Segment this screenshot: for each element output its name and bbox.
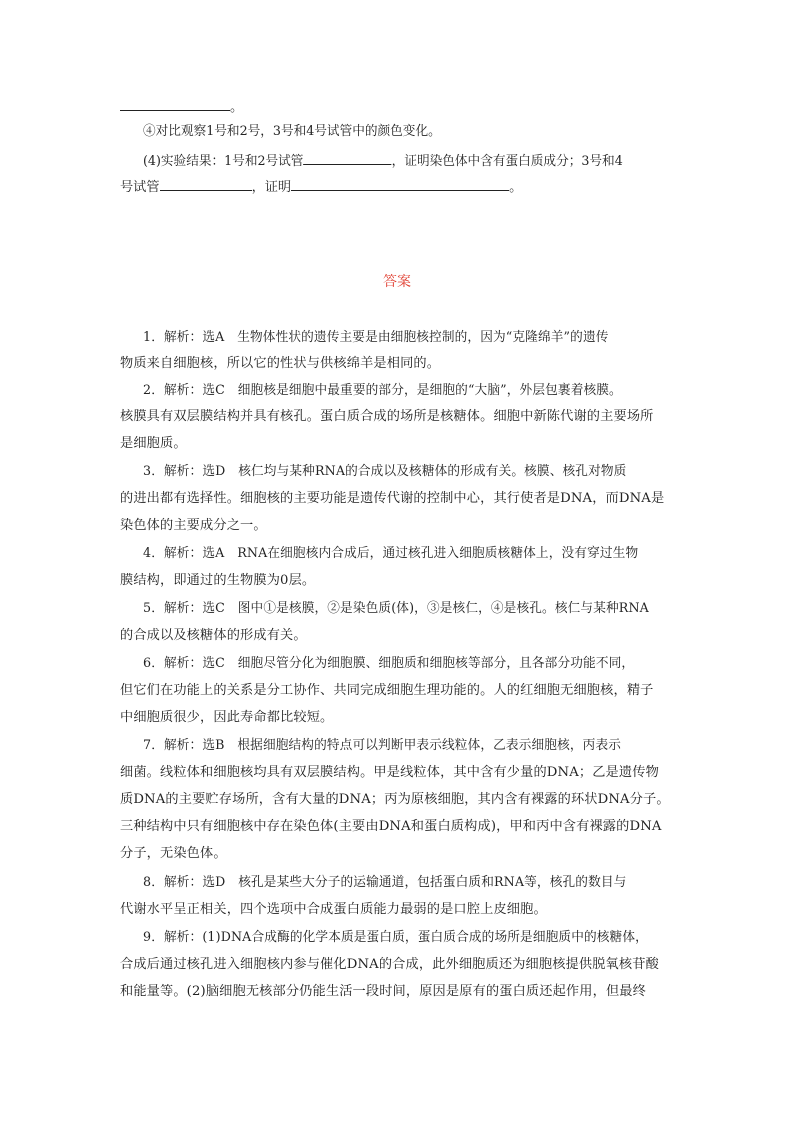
result-text-b: ，证明染色体中含有蛋白质成分；3号和4 — [391, 154, 623, 169]
answer-3-line-3: 染色体的主要成分之一。 — [120, 518, 267, 533]
answer-blank-line — [120, 96, 680, 118]
answer-1-line-2: 物质来自细胞核，所以它的性状与供核绵羊是相同的。 — [120, 356, 441, 371]
answer-3-line-1: 3．解析：选D 核仁均与某种RNA的合成以及核糖体的形成有关。核膜、核孔对物质 — [143, 464, 627, 479]
answer-8-line-1: 8．解析：选D 核孔是某些大分子的运输通道，包括蛋白质和RNA等，核孔的数目与 — [143, 875, 627, 890]
answer-7-line-3: 质DNA的主要贮存场所，含有大量的DNA；丙为原核细胞，其内含有裸露的环状DNA分子。 — [120, 792, 670, 807]
answer-7-line-1: 7．解析：选B 根据细胞结构的特点可以判断甲表示线粒体，乙表示细胞核，丙表示 — [143, 738, 622, 753]
answer-6-line-2: 但它们在功能上的关系是分工协作、共同完成细胞生理功能的。人的红细胞无细胞核，精子 — [120, 683, 654, 698]
answer-7-line-5: 分子，无染色体。 — [120, 846, 227, 861]
answer-5-line-1: 5．解析：选C 图中①是核膜，②是染色质(体)，③是核仁，④是核孔。核仁与某种RNA — [143, 601, 649, 616]
answer-4-line-1: 4．解析：选A RNA在细胞核内合成后，通过核孔进入细胞质核糖体上，没有穿过生物 — [143, 546, 639, 561]
answer-7-line-2: 细菌。线粒体和细胞核均具有双层膜结构。甲是线粒体，其中含有少量的DNA；乙是遗传物 — [120, 765, 659, 780]
fill-blank — [160, 176, 252, 191]
period: 。 — [230, 100, 244, 115]
fill-blank — [120, 96, 230, 111]
step-4-text: ④对比观察1号和2号，3号和4号试管中的颜色变化。 — [143, 124, 441, 139]
result-line-2 — [120, 176, 680, 198]
answer-9-line-1: 9．解析：(1)DNA合成酶的化学本质是蛋白质，蛋白质合成的场所是细胞质中的核糖体， — [143, 930, 648, 945]
answer-1-line-1: 1．解析：选A 生物体性状的遗传主要是由细胞核控制的，因为“克隆绵羊”的遗传 — [143, 330, 609, 345]
answer-2-line-1: 2．解析：选C 细胞核是细胞中最重要的部分，是细胞的“大脑”，外层包裹着核膜。 — [143, 383, 622, 398]
answer-5-line-2: 的合成以及核糖体的形成有关。 — [120, 628, 307, 643]
answer-6-line-3: 中细胞质很少，因此寿命都比较短。 — [120, 710, 334, 725]
answer-6-line-1: 6．解析：选C 细胞尽管分化为细胞膜、细胞质和细胞核等部分，且各部分功能不同， — [143, 656, 635, 671]
answer-9-line-3: 和能量等。(2)脑细胞无核部分仍能生活一段时间，原因是原有的蛋白质还起作用，但最终 — [120, 984, 646, 999]
answer-9-line-2: 合成后通过核孔进入细胞核内参与催化DNA的合成，此外细胞质还为细胞核提供脱氧核苷酸 — [120, 957, 659, 972]
fill-blank — [303, 150, 391, 165]
result-text-c: 号试管 — [120, 180, 160, 195]
answer-2-line-3: 是细胞质。 — [120, 436, 187, 451]
answer-4-line-2: 膜结构，即通过的生物膜为0层。 — [120, 573, 316, 588]
result-text-e: 。 — [509, 180, 523, 195]
fill-blank — [291, 176, 509, 191]
result-text-d: ，证明 — [251, 180, 292, 195]
result-text-a: (4)实验结果：1号和2号试管 — [143, 154, 304, 169]
answer-3-line-2: 的进出都有选择性。细胞核的主要功能是遗传代谢的控制中心，其行使者是DNA，而DNA是 — [120, 491, 665, 506]
answer-7-line-4: 三种结构中只有细胞核中存在染色体(主要由DNA和蛋白质构成)，甲和丙中含有裸露的DNA — [120, 819, 662, 834]
result-line-1 — [143, 150, 680, 172]
answer-8-line-2: 代谢水平呈正相关，四个选项中合成蛋白质能力最弱的是口腔上皮细胞。 — [120, 902, 547, 917]
answer-heading: 答案 — [383, 274, 411, 290]
answer-2-line-2: 核膜具有双层膜结构并具有核孔。蛋白质合成的场所是核糖体。细胞中新陈代谢的主要场所 — [120, 409, 654, 424]
